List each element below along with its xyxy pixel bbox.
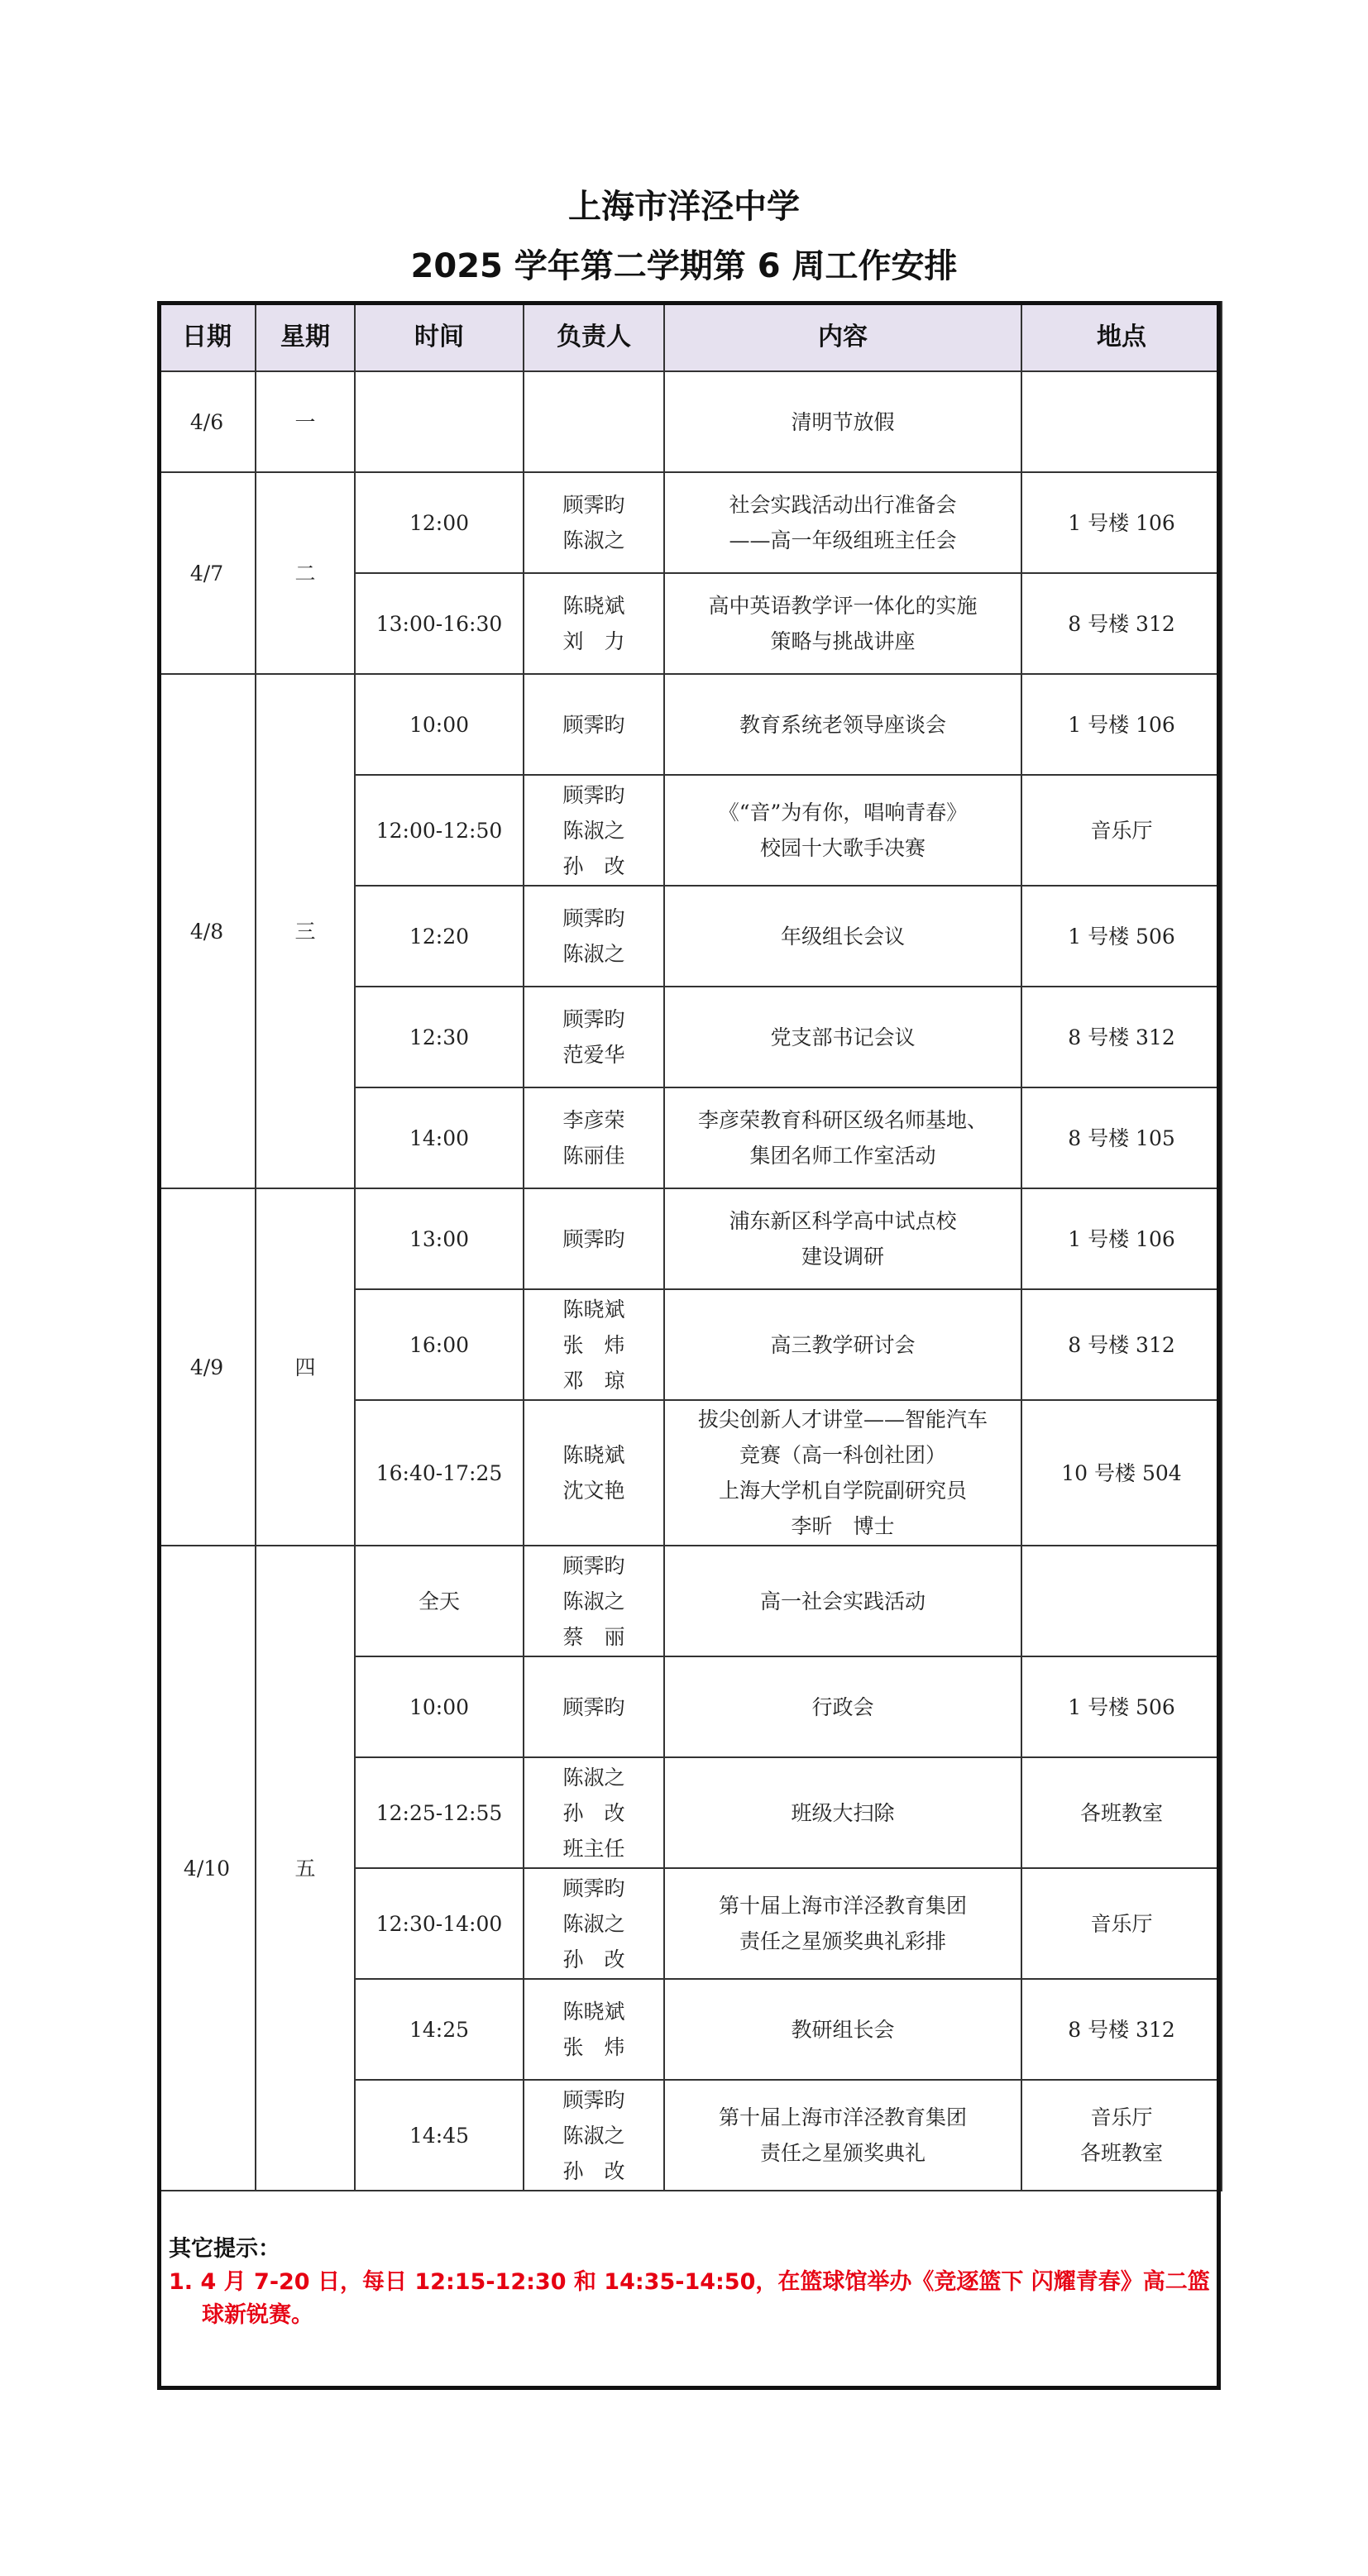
- person-cell-line: 张 炜: [562, 2035, 625, 2059]
- content-cell-line: 校园十大歌手决赛: [759, 836, 926, 860]
- person-cell-line: 孙 改: [562, 853, 625, 878]
- person-cell-line: 陈淑之: [562, 528, 625, 552]
- time-cell: 13:00-16:30: [355, 573, 524, 674]
- time-cell: 14:45: [355, 2080, 524, 2191]
- content-cell-line: 建设调研: [801, 1245, 884, 1269]
- time-cell: 12:30-14:00: [355, 1868, 524, 1979]
- location-cell-line: 1 号楼 506: [1068, 1694, 1175, 1719]
- person-cell-line: 顾霁昀: [562, 1553, 625, 1578]
- location-cell-line: 各班教室: [1079, 2141, 1163, 2165]
- content-cell-line: 年级组长会议: [780, 924, 905, 949]
- content-cell-line: 班级大扫除: [791, 1800, 895, 1825]
- content-cell-line: 高三教学研讨会: [770, 1332, 916, 1357]
- weekday-cell: 五: [256, 1546, 355, 2191]
- person-cell-line: 陈淑之: [562, 1589, 625, 1613]
- weekday-cell: 一: [256, 371, 355, 472]
- person-cell-line: 陈淑之: [562, 2123, 625, 2148]
- person-cell-line: 顾霁昀: [562, 906, 625, 930]
- person-cell-line: 顾霁昀: [562, 712, 625, 737]
- col-header-date: 日期: [158, 302, 256, 371]
- location-cell-line: 10 号楼 504: [1061, 1460, 1182, 1485]
- content-cell-line: 行政会: [811, 1694, 874, 1719]
- location-cell-line: 音乐厅: [1090, 818, 1153, 843]
- date-cell: 4/10: [158, 1546, 256, 2191]
- content-cell-line: 第十届上海市洋泾教育集团: [718, 2105, 967, 2129]
- content-cell-line: 浦东新区科学高中试点校: [729, 1209, 957, 1233]
- content-cell-line: 上海大学机自学院副研究员: [718, 1479, 967, 1503]
- person-cell-line: 陈淑之: [562, 818, 625, 843]
- person-cell-line: 孙 改: [562, 1947, 625, 1971]
- time-cell: 12:20: [355, 886, 524, 987]
- content-cell-line: 集团名师工作室活动: [749, 1144, 936, 1168]
- col-header-weekday: 星期: [256, 302, 355, 371]
- time-cell: 12:00: [355, 472, 524, 573]
- weekday-cell: 四: [256, 1188, 355, 1546]
- person-cell-line: 顾霁昀: [562, 1007, 625, 1031]
- content-cell-line: 李彦荣教育科研区级名师基地、: [697, 1108, 988, 1132]
- content-cell-line: 高一社会实践活动: [759, 1589, 926, 1613]
- location-cell-line: 各班教室: [1079, 1800, 1163, 1825]
- person-cell-line: 顾霁昀: [562, 1226, 625, 1251]
- content-cell-line: 拔尖创新人才讲堂——智能汽车: [697, 1407, 988, 1431]
- note-item: 1. 4 月 7-20 日，每日 12:15-12:30 和 14:35-14:50，在篮球馆举办《竞逐篮下 闪耀青春》高二篮球新锐赛。: [169, 2269, 1210, 2328]
- date-cell: 4/8: [158, 674, 256, 1188]
- weekday-cell: 二: [256, 472, 355, 674]
- person-cell-line: 顾霁昀: [562, 1876, 625, 1900]
- person-cell-line: 李彦荣: [562, 1108, 625, 1132]
- person-cell-line: 顾霁昀: [562, 493, 625, 517]
- content-cell-line: 党支部书记会议: [770, 1025, 916, 1049]
- time-cell: 10:00: [355, 1656, 524, 1757]
- col-header-person: 负责人: [524, 302, 664, 371]
- time-cell: 16:40-17:25: [355, 1400, 524, 1546]
- time-cell: 14:00: [355, 1087, 524, 1188]
- content-cell-line: 责任之星颁奖典礼: [759, 2141, 926, 2165]
- school-title: 上海市洋泾中学: [568, 188, 800, 226]
- col-header-location: 地点: [1021, 302, 1222, 371]
- person-cell-line: 陈淑之: [562, 942, 625, 966]
- person-cell-line: 邓 琼: [562, 1368, 625, 1393]
- content-cell-line: 策略与挑战讲座: [770, 629, 916, 653]
- person-cell-line: 顾霁昀: [562, 1694, 625, 1719]
- person-cell-line: 陈淑之: [562, 1765, 625, 1790]
- content-cell-line: 《“音”为有你，唱响青春》: [718, 801, 968, 824]
- location-cell-line: 8 号楼 312: [1068, 2017, 1175, 2042]
- person-cell-line: 顾霁昀: [562, 2087, 625, 2112]
- content-cell-line: ——高一年级组班主任会: [729, 528, 957, 552]
- location-cell-line: 1 号楼 106: [1068, 1226, 1175, 1251]
- location-cell-line: 8 号楼 105: [1068, 1126, 1175, 1150]
- content-cell-line: 高中英语教学评一体化的实施: [708, 594, 978, 618]
- person-cell-line: 沈文艳: [562, 1479, 625, 1503]
- person-cell-line: 孙 改: [562, 2158, 625, 2183]
- time-cell: 14:25: [355, 1979, 524, 2080]
- date-cell: 4/7: [158, 472, 256, 674]
- schedule-subtitle: 2025 学年第二学期第 6 周工作安排: [410, 247, 958, 285]
- col-header-time: 时间: [355, 302, 524, 371]
- location-cell-line: 8 号楼 312: [1068, 1332, 1175, 1357]
- date-cell: 4/9: [158, 1188, 256, 1546]
- person-cell-line: 张 炜: [562, 1332, 625, 1357]
- person-cell-line: 陈晓斌: [562, 594, 625, 618]
- content-cell-line: 教研组长会: [791, 2017, 895, 2042]
- date-cell: 4/6: [158, 371, 256, 472]
- person-cell-line: 刘 力: [562, 629, 625, 653]
- content-cell-line: 社会实践活动出行准备会: [729, 493, 957, 517]
- table-frame: [157, 301, 1221, 2390]
- time-cell: 12:00-12:50: [355, 775, 524, 886]
- location-cell-line: 8 号楼 312: [1068, 611, 1175, 636]
- location-cell-line: 8 号楼 312: [1068, 1025, 1175, 1049]
- person-cell-line: 陈晓斌: [562, 2000, 625, 2024]
- content-cell-line: 教育系统老领导座谈会: [739, 712, 946, 737]
- person-cell-line: 孙 改: [562, 1800, 625, 1825]
- location-cell-line: 音乐厅: [1090, 2105, 1153, 2129]
- content-cell-line: 李昕 博士: [791, 1514, 895, 1538]
- time-cell: 16:00: [355, 1289, 524, 1400]
- time-cell: 12:25-12:55: [355, 1757, 524, 1868]
- person-cell-line: 陈晓斌: [562, 1297, 625, 1321]
- person-cell-line: 范爱华: [562, 1043, 625, 1067]
- content-cell-line: 清明节放假: [791, 409, 895, 434]
- time-cell: 10:00: [355, 674, 524, 775]
- content-cell-line: 第十届上海市洋泾教育集团: [718, 1894, 967, 1918]
- person-cell-line: 陈晓斌: [562, 1443, 625, 1467]
- time-cell: 全天: [355, 1546, 524, 1656]
- location-cell-line: 音乐厅: [1090, 1911, 1153, 1936]
- person-cell-line: 顾霁昀: [562, 782, 625, 807]
- weekday-cell: 三: [256, 674, 355, 1188]
- location-cell-line: 1 号楼 106: [1068, 510, 1175, 535]
- person-cell-line: 陈丽佳: [562, 1144, 625, 1168]
- location-cell-line: 1 号楼 506: [1068, 924, 1175, 949]
- time-cell: 12:30: [355, 987, 524, 1087]
- person-cell-line: 蔡 丽: [562, 1624, 625, 1649]
- notes-section: [169, 2233, 1211, 2332]
- col-header-content: 内容: [664, 302, 1021, 371]
- location-cell-line: 1 号楼 106: [1068, 712, 1175, 737]
- notes-heading: 其它提示：: [169, 2236, 280, 2262]
- person-cell-line: 陈淑之: [562, 1911, 625, 1936]
- person-cell-line: 班主任: [562, 1836, 625, 1861]
- time-cell: 13:00: [355, 1188, 524, 1289]
- content-cell-line: 竞赛（高一科创社团）: [739, 1443, 946, 1467]
- content-cell-line: 责任之星颁奖典礼彩排: [739, 1929, 946, 1953]
